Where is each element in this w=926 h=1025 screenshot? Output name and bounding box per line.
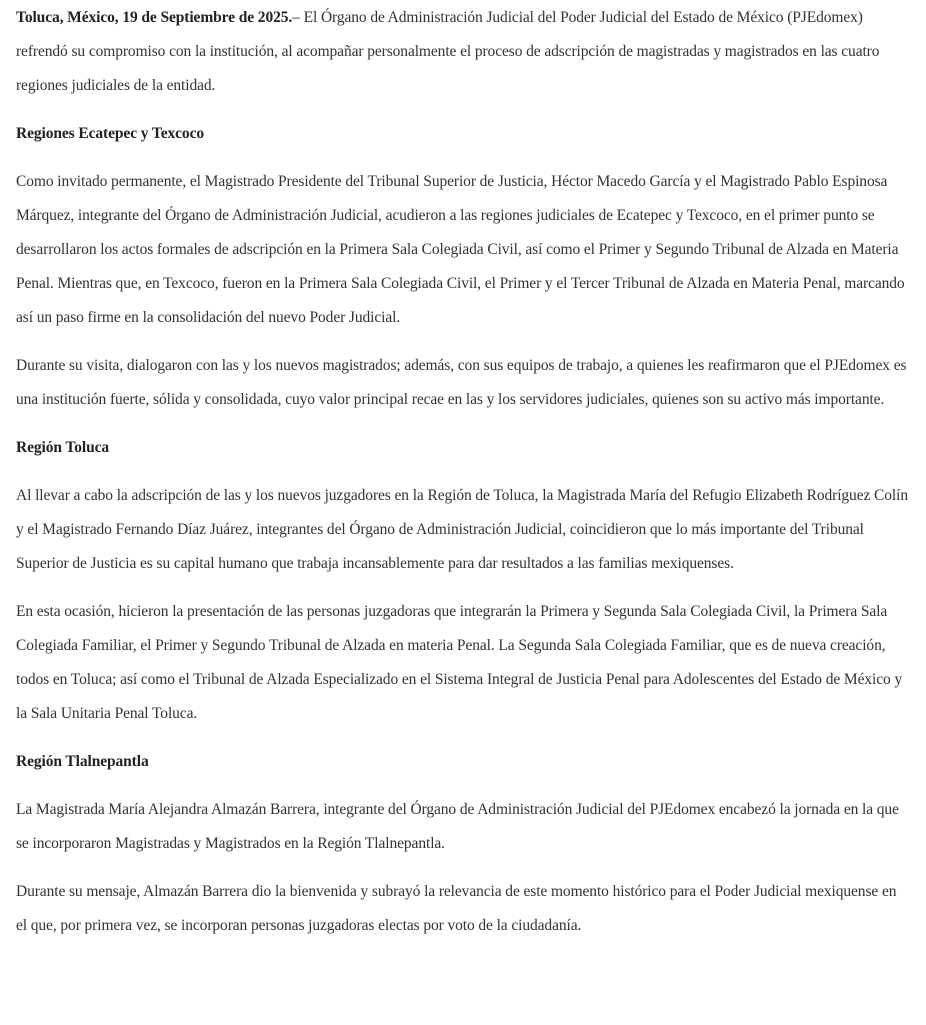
section-heading-toluca: Región Toluca xyxy=(16,439,110,456)
paragraph-toluca-2: En esta ocasión, hicieron la presentación de las personas juzgadoras que integrarán la Primera y Segunda Sala Colegiada Civil, la Primera Sala Colegiada Familiar, el Primer y Segundo Tribunal de Alzada en materia Penal. La Segunda Sala Colegiada Familiar, que es de nueva creación, todos en Toluca; así como el Tribunal de Alzada Especializado en el Sistema Integral de Justicia Penal para Adolescentes del Estado de México y la Sala Unitaria Penal Toluca. xyxy=(16,603,903,722)
intro-paragraph xyxy=(16,1,910,103)
paragraph-ecatepec-2: Durante su visita, dialogaron con las y los nuevos magistrados; además, con sus equipos de trabajo, a quienes les reafirmaron que el PJEdomex es una institución fuerte, sólida y consolidada, cuyo valor principal recae en las y los servidores judiciales, quienes son su activo más importante. xyxy=(16,357,907,408)
paragraph-ecatepec-1: Como invitado permanente, el Magistrado Presidente del Tribunal Superior de Justicia, Héctor Macedo García y el Magistrado Pablo Espinosa Márquez, integrante del Órgano de Administración Judicial, acudieron a las regiones judiciales de Ecatepec y Texcoco, en el primer punto se desarrollaron los actos formales de adscripción en la Primera Sala Colegiada Civil, así como el Primer y Segundo Tribunal de Alzada en Materia Penal. Mientras que, en Texcoco, fueron en la Primera Sala Colegiada Civil, el Primer y el Tercer Tribunal de Alzada en Materia Penal, marcando así un paso firme en la consolidación del nuevo Poder Judicial. xyxy=(16,173,905,326)
paragraph-tlalnepantla-1: La Magistrada María Alejandra Almazán Barrera, integrante del Órgano de Administración Judicial del PJEdomex encabezó la jornada en la que se incorporaron Magistradas y Magistrados en la Región Tlalnepantla. xyxy=(16,801,899,852)
intro-text: – El Órgano de Administración Judicial del Poder Judicial del Estado de México (PJEdomex) refrendó su compromiso con la institución, al acompañar personalmente el proceso de adscripción de magistradas y magistrados en las cuatro regiones judiciales de la entidad. xyxy=(16,9,880,94)
paragraph-tlalnepantla-2: Durante su mensaje, Almazán Barrera dio la bienvenida y subrayó la relevancia de este momento histórico para el Poder Judicial mexiquense en el que, por primera vez, se incorporan personas juzgadoras electas por voto de la ciudadanía. xyxy=(16,883,897,934)
paragraph-toluca-1: Al llevar a cabo la adscripción de las y los nuevos juzgadores en la Región de Toluca, la Magistrada María del Refugio Elizabeth Rodríguez Colín y el Magistrado Fernando Díaz Juárez, integrantes del Órgano de Administración Judicial, coincidieron que lo más importante del Tribunal Superior de Justicia es su capital humano que trabaja incansablemente para dar resultados a las familias mexiquenses. xyxy=(16,487,908,572)
section-heading-ecatepec-texcoco: Regiones Ecatepec y Texcoco xyxy=(16,125,205,142)
section-heading-tlalnepantla: Región Tlalnepantla xyxy=(16,753,149,770)
article-body xyxy=(0,1,926,943)
dateline: Toluca, México, 19 de Septiembre de 2025. xyxy=(16,9,293,26)
